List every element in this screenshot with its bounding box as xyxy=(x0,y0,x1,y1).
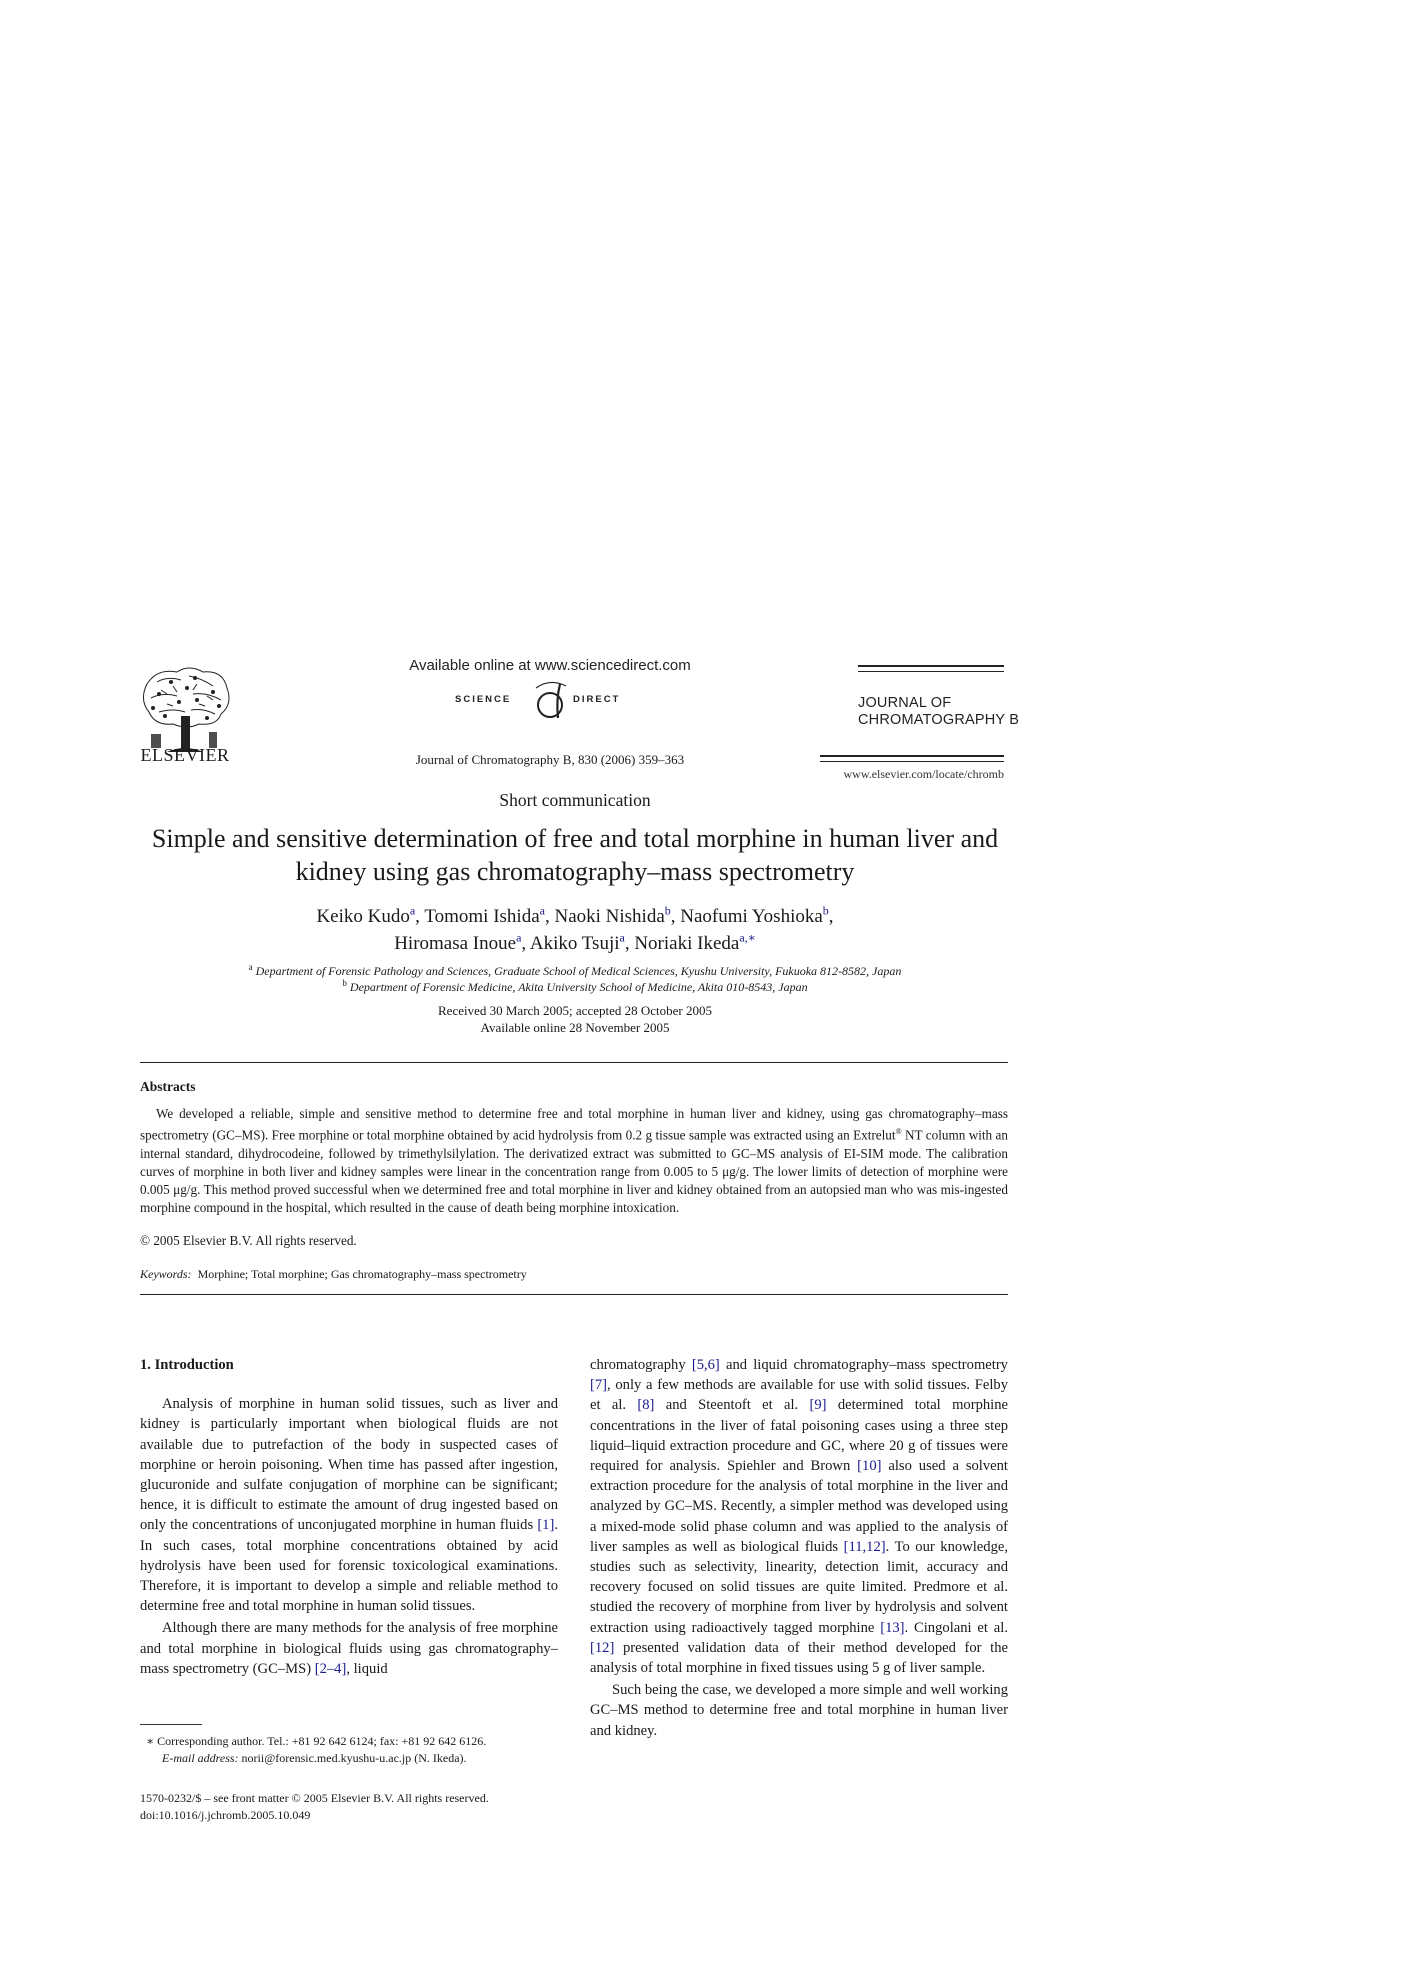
body-text: chromatography xyxy=(590,1357,692,1373)
body-text: . In such cases, total morphine concentrations obtained by acid hydrolysis have been used for forensic toxicological examinations. Therefore, it is important to develop a simple and reliable method to determine free and total morphine in human solid tissues. xyxy=(140,1517,558,1615)
author-name: Keiko Kudo xyxy=(316,906,410,927)
section-heading-introduction: 1. Introduction xyxy=(140,1357,234,1373)
registered-mark: ® xyxy=(895,1127,902,1137)
header-rule-bottom-2 xyxy=(820,761,1004,762)
affiliation-label: b xyxy=(342,978,347,988)
author-affiliation-link[interactable]: a xyxy=(409,903,416,918)
affiliation-label: a xyxy=(248,962,253,972)
author-name: Naofumi Yoshioka xyxy=(680,906,823,927)
sciencedirect-science: SCIENCE xyxy=(455,694,512,705)
body-text: Although there are many methods for the analysis of free morphine and total morphine in biological fluids using gas chromatography–mass spectrometry (GC–MS) xyxy=(140,1620,558,1677)
article-title: Simple and sensitive determination of free and total morphine in human liver and kidney using gas chromatography–mass spectrometry xyxy=(151,824,999,886)
citation-link[interactable]: [1] xyxy=(537,1517,555,1534)
body-paragraph xyxy=(590,1680,1008,1741)
author-affiliation-link[interactable]: a xyxy=(539,903,545,918)
abstract-part-2: NT column with an internal standard, dihydrocodeine, followed by trimethylsilylation. The derivatized extract was submitted to GC–MS analysis of EI-SIM mode. The calibration curves of morphine in both liver and kidney samples were linear in the concentration range from 0.005 to 5 μg/g. The lower limits of detection of morphine were 0.005 μg/g. This method proved successful when we determined free and total morphine in liver and kidney obtained from an autopsied man who was mis-ingested morphine compound in the hospital, which resulted in the cause of death being morphine intoxication. xyxy=(140,1127,1008,1216)
body-paragraph xyxy=(140,1394,558,1616)
publisher-name: ELSEVIER xyxy=(140,745,230,765)
body-column-right xyxy=(590,1355,1008,1741)
journal-name-line-1: JOURNAL OF xyxy=(858,695,952,711)
corresponding-author xyxy=(140,1733,570,1750)
author-separator: , xyxy=(544,906,555,927)
front-matter xyxy=(140,1790,570,1824)
article-dates xyxy=(140,1002,1010,1036)
corresponding-footnote xyxy=(140,1733,570,1767)
citation-link[interactable]: [12] xyxy=(590,1639,615,1656)
keywords-list: Morphine; Total morphine; Gas chromatography–mass spectrometry xyxy=(197,1267,527,1281)
journal-name xyxy=(858,695,1019,729)
body-text: . Cingolani et al. xyxy=(904,1619,1008,1636)
citation-link[interactable]: [8] xyxy=(637,1397,655,1414)
article-type: Short communication xyxy=(499,790,651,810)
author-affiliation-link[interactable]: a xyxy=(619,930,625,945)
citation-link[interactable]: [9] xyxy=(809,1397,827,1414)
affiliation-text: Department of Forensic Medicine, Akita University School of Medicine, Akita 010-8543, Japan xyxy=(349,980,808,994)
journal-name-line-2: CHROMATOGRAPHY B xyxy=(858,712,1020,728)
author-separator: , xyxy=(828,906,834,927)
citation-link[interactable]: [10] xyxy=(857,1458,882,1475)
body-text: , liquid xyxy=(346,1660,388,1677)
header-rule-top-1 xyxy=(858,665,1004,667)
abstract-copyright: © 2005 Elsevier B.V. All rights reserved. xyxy=(140,1233,357,1248)
body-text: presented validation data of their method developed for the analysis of total morphine in fixed tissues using 5 g of liver sample. xyxy=(590,1639,1008,1677)
affiliation-list xyxy=(140,963,1010,995)
author-name: Akiko Tsuji xyxy=(529,933,620,954)
journal-url-link[interactable]: www.elsevier.com/locate/chromb xyxy=(843,767,1004,781)
keywords-label: Keywords: xyxy=(140,1267,192,1281)
citation-link[interactable]: [13] xyxy=(880,1619,905,1636)
available-online-link[interactable]: Available online at www.sciencedirect.com xyxy=(409,657,691,674)
sciencedirect-d-icon xyxy=(530,680,572,722)
body-text: , only a few methods are available for use with solid tissues. Felby et al. xyxy=(590,1377,1008,1414)
author-affiliation-link[interactable]: b xyxy=(664,903,671,918)
author-separator: , xyxy=(415,906,425,927)
header-rule-top-2 xyxy=(858,671,1004,672)
email-link[interactable]: norii@forensic.med.kyushu-u.ac.jp (N. Ikeda). xyxy=(238,1751,467,1765)
author-affiliation-link[interactable]: a xyxy=(516,930,522,945)
body-text: and liquid chromatography–mass spectrometry xyxy=(719,1357,1008,1373)
citation-link[interactable]: [5,6] xyxy=(691,1357,720,1373)
keywords xyxy=(140,1267,527,1282)
citation-link[interactable]: [2–4] xyxy=(314,1660,347,1677)
author-list xyxy=(140,903,1010,957)
affiliation-b xyxy=(140,979,1010,995)
footnote-text: Corresponding author. Tel.: +81 92 642 6124; fax: +81 92 642 6126. xyxy=(154,1734,487,1748)
author-name: Naoki Nishida xyxy=(554,906,665,927)
author-affiliation-link[interactable]: a,∗ xyxy=(739,930,756,945)
author-name: Tomomi Ishida xyxy=(424,906,540,927)
body-column-left xyxy=(140,1355,558,1679)
header-rule-bottom-1 xyxy=(820,755,1004,757)
abstract-part-1: We developed a reliable, simple and sensitive method to determine free and total morphine in human liver and kidney, using gas chromatography–mass spectrometry (GC–MS). Free morphine or total morphine obtained by acid hydrolysis from 0.2 g tissue sample was extracted using an Extrelut xyxy=(140,1106,1008,1143)
body-paragraph xyxy=(140,1618,558,1679)
journal-reference: Journal of Chromatography B, 830 (2006) 359–363 xyxy=(415,752,685,767)
available-date: Available online 28 November 2005 xyxy=(480,1020,670,1035)
body-text: and Steentoft et al. xyxy=(654,1397,810,1414)
affiliation-text: Department of Forensic Pathology and Sciences, Graduate School of Medical Sciences, Kyushu University, Fukuoka 812-8582, Japan xyxy=(255,964,902,978)
affiliation-a xyxy=(140,963,1010,979)
received-date: Received 30 March 2005; accepted 28 October 2005 xyxy=(438,1003,712,1018)
body-text: Such being the case, we developed a more simple and well working GC–MS method to determine free and total morphine in human liver and kidney. xyxy=(590,1682,1008,1739)
abstract-heading: Abstracts xyxy=(140,1079,196,1094)
author-separator: , xyxy=(670,906,681,927)
author-separator: , xyxy=(624,933,635,954)
body-text: determined total morphine concentrations in the liver of fatal poisoning cases using a three step liquid–liquid extraction procedure and GC, where 20 g of tissues were required for analysis. Spiehler and Brown xyxy=(590,1397,1008,1475)
author-name: Hiromasa Inoue xyxy=(394,933,517,954)
abstract-rule-bottom xyxy=(140,1294,1008,1295)
author-separator: , xyxy=(521,933,530,954)
author-name: Noriaki Ikeda xyxy=(634,933,740,954)
body-text: Analysis of morphine in human solid tissues, such as liver and kidney is particularly important when biological fluids are not available due to putrefaction of the body in suspected cases of morphine or heroin poisoning. When time has passed after ingestion, glucuronide and sulfate conjugation of morphine can be significant; hence, it is difficult to estimate the amount of drug ingested based on only the concentrations of unconjugated morphine in human fluids xyxy=(140,1396,558,1534)
body-text: . To our knowledge, studies such as selectivity, linearity, detection limit, accuracy and recovery focused on solid tissues are quite limited. Predmore et al. studied the recovery of morphine from liver by hydrolysis and solvent extraction using radioactively tagged morphine xyxy=(590,1538,1008,1636)
footnote-rule xyxy=(140,1724,202,1725)
abstract-text xyxy=(140,1105,1008,1218)
email-line xyxy=(140,1750,570,1767)
abstract-rule-top xyxy=(140,1062,1008,1063)
citation-link[interactable]: [11,12] xyxy=(843,1538,886,1555)
issn-line: 1570-0232/$ – see front matter © 2005 Elsevier B.V. All rights reserved. xyxy=(140,1791,489,1805)
sciencedirect-direct: DIRECT xyxy=(573,694,621,705)
footnote-star: ∗ xyxy=(146,1734,155,1748)
citation-link[interactable]: [7] xyxy=(590,1377,608,1394)
doi-link[interactable]: doi:10.1016/j.jchromb.2005.10.049 xyxy=(140,1808,311,1822)
body-paragraph xyxy=(590,1355,1008,1678)
body-text: also used a solvent extraction procedure for the analysis of total morphine in the liver and analyzed by GC–MS. Recently, a simpler method was developed using a mixed-mode solid phase column and was applied to the analysis of liver samples as well as biological fluids xyxy=(590,1458,1008,1555)
author-affiliation-link[interactable]: b xyxy=(822,903,829,918)
email-label: E-mail address: xyxy=(162,1751,239,1765)
